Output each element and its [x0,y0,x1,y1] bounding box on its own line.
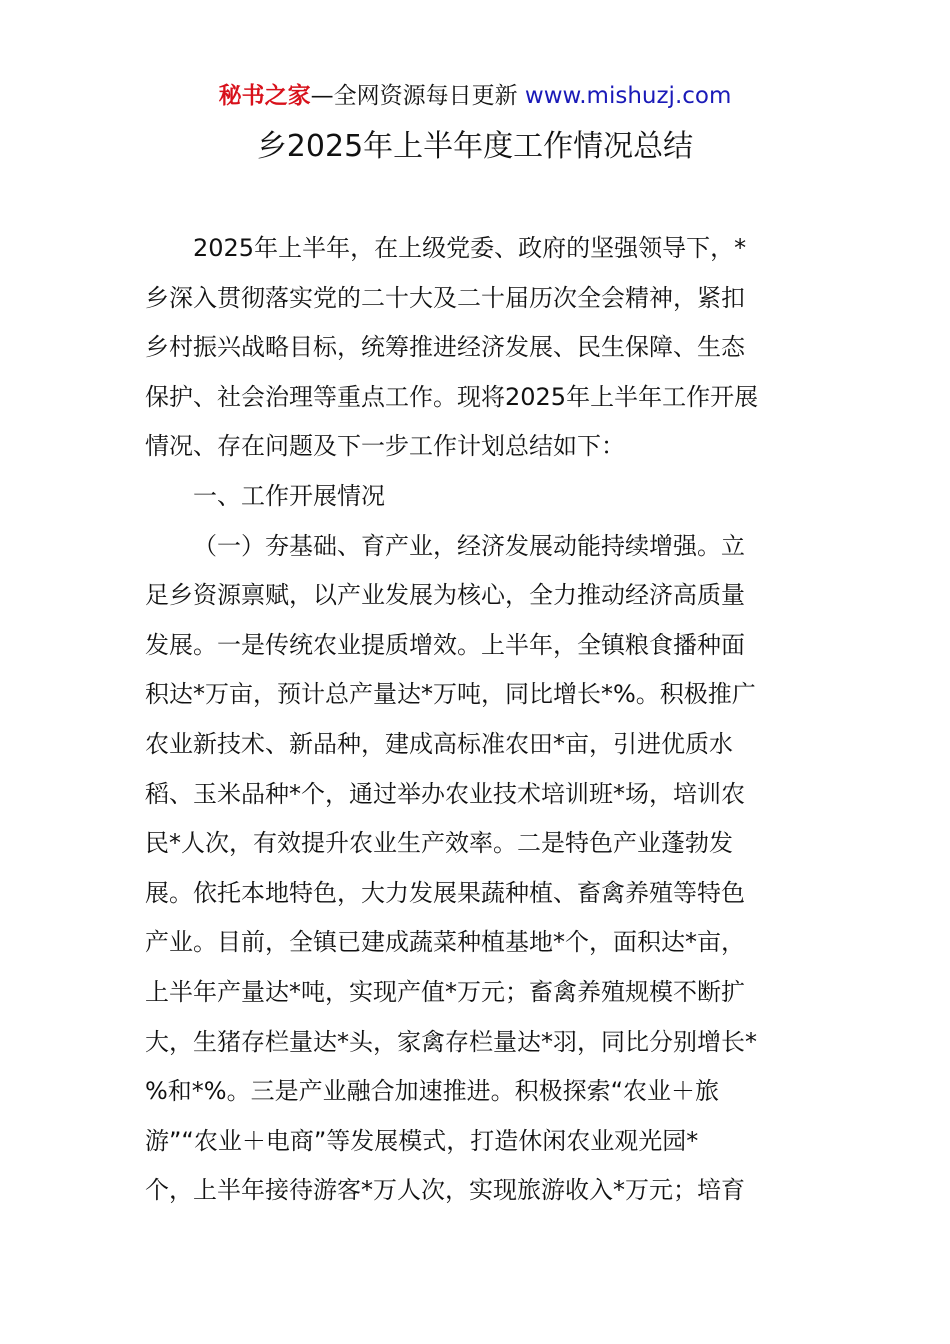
text-line: 个，上半年接待游客*万人次，实现旅游收入*万元；培育 [145,1176,745,1205]
text-line: 积达*万亩，预计总产量达*万吨，同比增长*%。积极推广 [145,680,756,709]
text-line: 大，生猪存栏量达*头，家禽存栏量达*羽，同比分别增长* [145,1027,757,1056]
text-line: 一、工作开展情况 [193,481,385,510]
text-line: 展。依托本地特色，大力发展果蔬种植、畜禽养殖等特色 [145,878,745,907]
text-line: 保护、社会治理等重点工作。现将2025年上半年工作开展 [145,382,759,411]
text-line: 稻、玉米品种*个，通过举办农业技术培训班*场，培训农 [145,779,745,808]
text-line: 农业新技术、新品种，建成高标准农田*亩，引进优质水 [145,729,733,758]
site-url[interactable]: www.mishuzj.com [524,83,732,109]
text-line: 发展。一是传统农业提质增效。上半年，全镇粮食播种面 [145,630,745,659]
text-line: 情况、存在问题及下一步工作计划总结如下： [145,432,625,461]
text-line: （一）夯基础、育产业，经济发展动能持续增强。立 [193,531,745,560]
site-banner [0,80,950,112]
text-line: 乡深入贯彻落实党的二十大及二十届历次全会精神，紧扣 [145,283,745,312]
site-brand: 秘书之家 [218,83,311,109]
text-line: 2025年上半年，在上级党委、政府的坚强领导下，* [193,234,747,262]
text-line: 上半年产量达*吨，实现产值*万元；畜禽养殖规模不断扩 [145,977,745,1006]
document-title: 乡2025年上半年度工作情况总结 [256,129,694,164]
section-heading [145,472,810,522]
text-line: %和*%。三是产业融合加速推进。积极探索“农业＋旅 [145,1077,720,1106]
text-line: 足乡资源禀赋，以产业发展为核心，全力推动经济高质量 [145,581,745,610]
text-line: 乡村振兴战略目标，统筹推进经济发展、民生保障、生态 [145,333,745,362]
text-line: 游”“农业＋电商”等发展模式，打造休闲农业观光园* [145,1126,699,1155]
text-line: 产业。目前，全镇已建成蔬菜种植基地*个，面积达*亩， [145,928,745,957]
text-line: 民*人次，有效提升农业生产效率。二是特色产业蓬勃发 [145,829,733,858]
paragraph-intro [145,224,810,472]
site-tagline: —全网资源每日更新 [310,83,525,109]
paragraph-economy [145,522,810,1216]
document-body [145,224,810,1216]
